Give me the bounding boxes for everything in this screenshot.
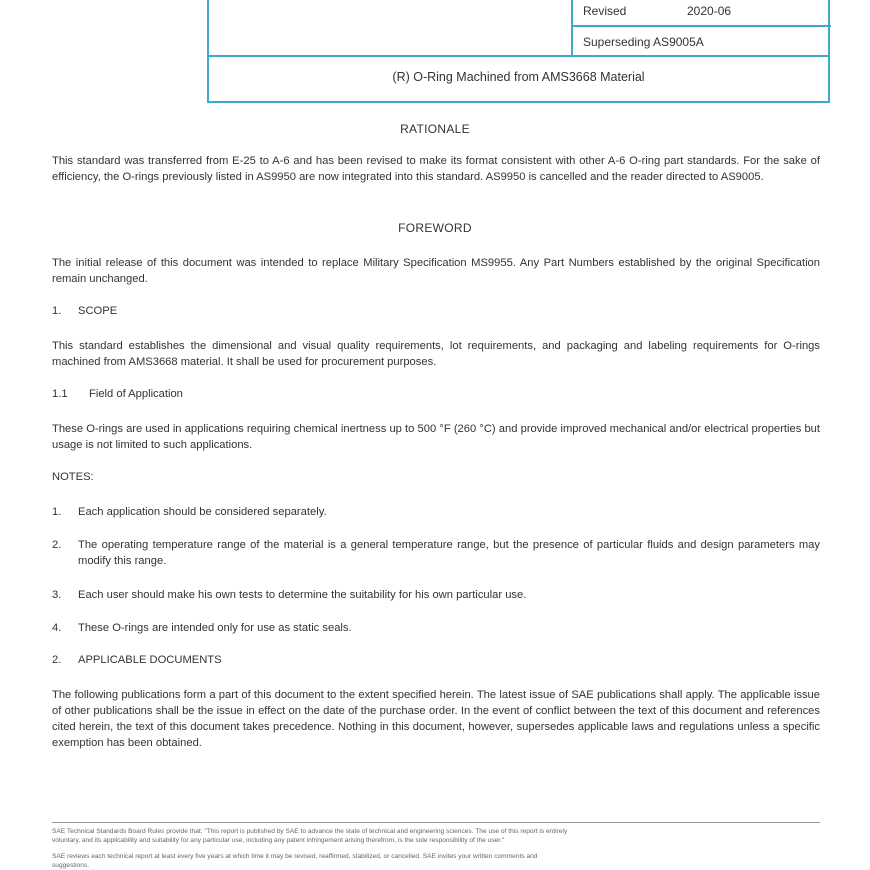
header-divider-sub [573, 25, 831, 27]
note-number: 3. [52, 589, 62, 601]
foreword-text: The initial release of this document was intended to replace Military Specification MS9955. Any Part Numbers established by the original Specification remain unchanged. [52, 257, 820, 285]
notes-heading: NOTES: [52, 471, 94, 483]
applicable-documents-heading [52, 654, 222, 666]
rationale-heading: RATIONALE [400, 122, 470, 136]
header-divider-horizontal [209, 55, 828, 57]
superseding-note: Superseding AS9005A [583, 35, 704, 49]
applicable-documents-text: The following publications form a part of this document to the extent specified herein. The latest issue of SAE publications shall apply. The applicable issue of other publications shall be the issue in effect on the date of the purchase order. In the event of conflict between the text of this document and references cited herein, the text of this document takes precedence. Nothing in this document, however, supersedes applicable laws and regulations unless a specific exemption has been obtained. [52, 689, 820, 749]
note-item [52, 537, 820, 569]
scope-text: This standard establishes the dimensional and visual quality requirements, lot requirements, and packaging and labeling requirements for O-rings machined from AMS3668 material. It shall be used for procurement purposes. [52, 340, 820, 368]
scope-heading [52, 305, 117, 317]
note-number: 1. [52, 506, 62, 518]
foreword-heading: FOREWORD [398, 221, 472, 235]
note-item [52, 620, 820, 636]
section-title: SCOPE [78, 305, 118, 317]
note-item [52, 504, 820, 520]
section-title: APPLICABLE DOCUMENTS [78, 654, 222, 666]
note-item [52, 587, 820, 603]
field-text: These O-rings are used in applications requiring chemical inertness up to 500 °F (260 °C) and provide improved mechanical and/or electrical properties but usage is not limited to such applications. [52, 423, 820, 451]
field-heading [52, 388, 183, 400]
note-text: The operating temperature range of the material is a general temperature range, but the presence of particular fluids and design parameters may modify this range. [78, 539, 820, 567]
note-text: These O-rings are intended only for use as static seals. [78, 622, 352, 634]
section-number: 1.1 [52, 388, 68, 400]
revised-label: Revised [583, 4, 627, 18]
footer-line: suggestions. [52, 862, 90, 869]
footer-line: SAE Technical Standards Board Rules provide that: "This report is published by SAE to advance the state of technical and engineering sciences. The use of this report is entirely [52, 828, 568, 835]
note-number: 2. [52, 539, 62, 551]
rationale-text: This standard was transferred from E-25 to A-6 and has been revised to make its format consistent with other A-6 O-ring part standards. For the sake of efficiency, the O-rings previously listed in AS9950 are now integrated into this standard. AS9950 is cancelled and the reader directed to AS9005. [52, 155, 820, 183]
note-text: Each user should make his own tests to determine the suitability for his own particular use. [78, 589, 527, 601]
header-box [207, 0, 830, 103]
footer-rule [52, 822, 820, 823]
footer-line: SAE reviews each technical report at least every five years at which time it may be revised, reaffirmed, stabilized, or cancelled. SAE invites your written comments and [52, 853, 538, 860]
header-divider-vertical [571, 0, 573, 56]
document-title: (R) O-Ring Machined from AMS3668 Material [392, 70, 645, 84]
section-title: Field of Application [89, 388, 183, 400]
revised-date: 2020-06 [687, 4, 732, 18]
note-number: 4. [52, 622, 62, 634]
footer-line: voluntary, and its applicability and suitability for any particular use, including any patent infringement arising therefrom, is the sole responsibility of the user." [52, 837, 505, 844]
section-number: 2. [52, 654, 62, 666]
note-text: Each application should be considered separately. [78, 506, 327, 518]
section-number: 1. [52, 305, 62, 317]
